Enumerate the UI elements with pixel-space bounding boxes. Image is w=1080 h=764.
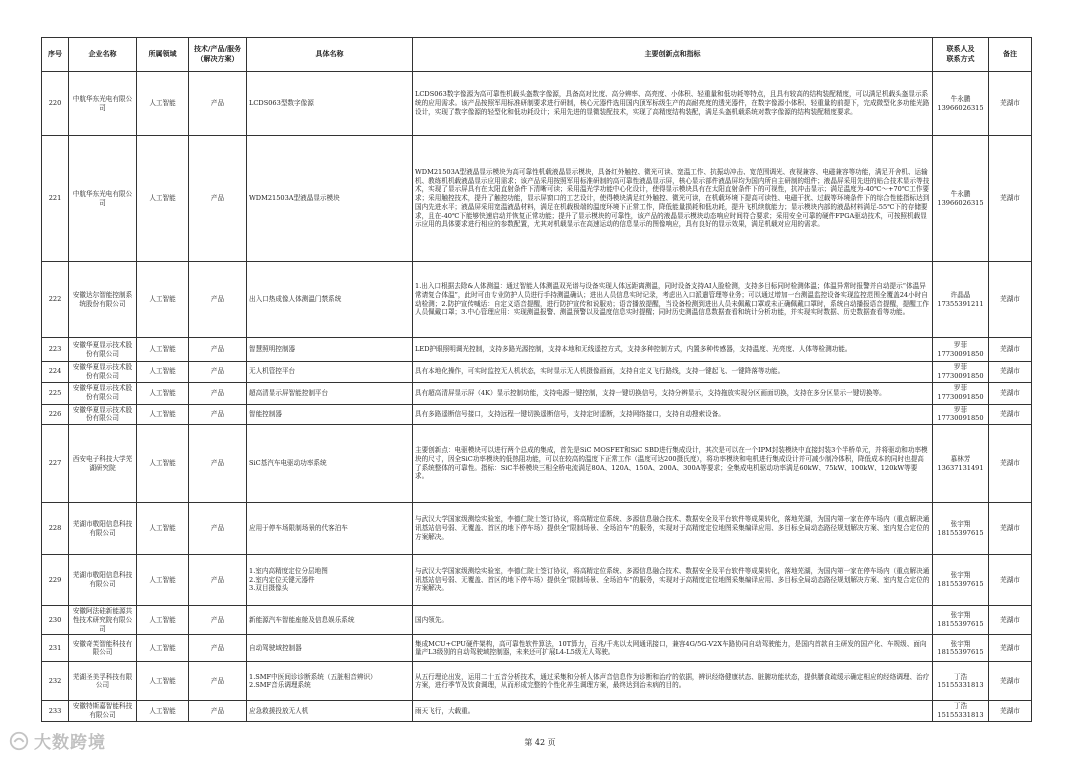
innovation-detail: 集成MCU+CPU硬件架构，高可靠性软件算法，10T算力，百兆/千兆以太网通讯接口，兼容4G/5G-V2X车路协同自动驾驶能力，是国内首款自主研发的国产化、车规级、面向量产L3级别的自动驾驶域控制器，未来还可扩展L4-L5级无人驾驶。 bbox=[413, 635, 933, 662]
note: 芜湖市 bbox=[989, 72, 1032, 136]
row-no: 227 bbox=[42, 425, 69, 503]
note: 芜湖市 bbox=[989, 503, 1032, 555]
company-name: 安徽华夏显示技术股份有限公司 bbox=[69, 362, 137, 383]
company-name: 安徽达尔智能控制系统股份有限公司 bbox=[69, 262, 137, 338]
innovation-detail: WDM21503A型液晶显示模块为高可靠性机载液晶显示模块，具备红外触控、微光可读、宽温工作、抗振动冲击、宽范围调光、夜视兼容、电磁兼容等功能，满足开舍机、运输机、教练机机载液晶显示应用需求；该产品采用按照军用标准研制的高可靠性液晶显示屏，核心显示部件液晶屏均为国内所自主研制的组件；液晶屏采用先进的贴合技术显示等技术，实现了显示屏具有在太阳直射条件下清晰可读；采用温光学功能中心化设计，使得显示模块具有在太阳直射条件下的可视性，抗冲击显示；满足温度为-40℃～+70℃工作要求；采用触控技术，提升了触控功能，显示屏窗口的工艺设计，使得模块满足红外触控、微光可读，在机载环境下提高可读性、电磁干扰、过载等环境条件下的综合性能指标达到国内先进水平；液晶屏采用宽温液晶材料，满足在机载极端的温度环境下正常工作，降低能量损耗和低功耗，提升飞机续航能力；显示模块内部的液晶材料满足-55℃下的存储要求，且在-40℃下能够快速启动并恢复正常功能；提升了显示模块的可靠性，该产品的液晶显示模块动态响应时间符合要求；采用安全可靠的硬件FPGA驱动技术，可按照机载显示应用的具体要求进行相应的参数配置，尤其对机载显示在高速运动的信息显示的图像响应，具有良好的显示效果，满足机载对应用的需求。 bbox=[413, 136, 933, 262]
company-name: 安徽华夏显示技术股份有限公司 bbox=[69, 382, 137, 404]
tech-type: 产品 bbox=[189, 555, 247, 606]
company-name: 安徽华夏显示技术股份有限公司 bbox=[69, 338, 137, 362]
page-number: 第 42 页 bbox=[524, 738, 556, 747]
contact: 张宇翔 18155397615 bbox=[933, 555, 989, 606]
row-no: 228 bbox=[42, 503, 69, 555]
innovation-detail: 与武汉大学国家级测绘实验室，李德仁院士签订协议，将高精定位系统、多源信息融合技术、数据安全及平台软件等成果转化，落地芜湖，为国内第一家在停车场内（重点解决通讯基站信号弱、无覆盖、首区的地下停车场）提供全“限制场景、全场泊车”的服务，实现对于高精度定位地图采集编译应用、多目标全局动态路径规划解决方案、室内复合定位的方案解决。 bbox=[413, 555, 933, 606]
product-name: 智能控制器 bbox=[247, 404, 413, 425]
note: 芜湖市 bbox=[989, 606, 1032, 635]
tech-type: 产品 bbox=[189, 635, 247, 662]
innovation-detail: 从五行理论出发，运用二十五音分析技术，通过采集和分析人体声音信息作为诊断和治疗的依据，辨识经络健康状态、脏腑功能状态，提供膳食疏缓示确定相应的经络调理、治疗方案，进行季节及饮食调理，从而形成完整的个性化养生调理方案，最终达到治未病的目的。 bbox=[413, 662, 933, 701]
row-no: 220 bbox=[42, 72, 69, 136]
table-body bbox=[42, 72, 1032, 722]
contact: 罗菲 17730091850 bbox=[933, 338, 989, 362]
product-name: 出入口热成像人体测温门禁系统 bbox=[247, 262, 413, 338]
company-name: 安徽奇芙智能科技有限公司 bbox=[69, 635, 137, 662]
contact: 许晶晶 17355391211 bbox=[933, 262, 989, 338]
table-row bbox=[42, 338, 1032, 362]
contact: 丁浩 15155331813 bbox=[933, 662, 989, 701]
company-name: 中航华东光电有限公司 bbox=[69, 136, 137, 262]
product-name: 1.SMF中医间诊诊断系统（五脏相音辨识） 2.SMF音乐调理系统 bbox=[247, 662, 413, 701]
field: 人工智能 bbox=[137, 606, 189, 635]
product-name: SiC基汽车电驱动功率系统 bbox=[247, 425, 413, 503]
row-no: 222 bbox=[42, 262, 69, 338]
product-name: 应用于停车场限制场景的代客泊车 bbox=[247, 503, 413, 555]
field: 人工智能 bbox=[137, 404, 189, 425]
tech-type: 产品 bbox=[189, 136, 247, 262]
field: 人工智能 bbox=[137, 362, 189, 383]
note: 芜湖市 bbox=[989, 382, 1032, 404]
col-header-name: 具体名称 bbox=[247, 38, 413, 72]
contact: 牛永鹏 13966026315 bbox=[933, 136, 989, 262]
note: 芜湖市 bbox=[989, 555, 1032, 606]
note: 芜湖市 bbox=[989, 262, 1032, 338]
table-row bbox=[42, 555, 1032, 606]
company-name: 芜湖圣美孚科技有限公司 bbox=[69, 662, 137, 701]
row-no: 231 bbox=[42, 635, 69, 662]
innovation-detail: 具有多路遥断信号接口，支持远程一键切换遥断信号，支持定时遥断，支持网络接口，支持自动搜索设备。 bbox=[413, 404, 933, 425]
contact: 罗菲 17730091850 bbox=[933, 382, 989, 404]
note: 芜湖市 bbox=[989, 701, 1032, 722]
product-name: 超高清显示屏智能控制平台 bbox=[247, 382, 413, 404]
field: 人工智能 bbox=[137, 503, 189, 555]
innovation-detail: 国内领先。 bbox=[413, 606, 933, 635]
table-row bbox=[42, 362, 1032, 383]
company-name: 中航华东光电有限公司 bbox=[69, 72, 137, 136]
contact: 张宇翔 18155397615 bbox=[933, 606, 989, 635]
tech-type: 产品 bbox=[189, 606, 247, 635]
field: 人工智能 bbox=[137, 635, 189, 662]
innovation-detail: 具有超高清屏显示屏（4K）显示控制功能，支持电源一键控制，支持一键切换信号，支持分辨显示，支持拖放实现分区画面切换，支持在多分区显示一键切换等。 bbox=[413, 382, 933, 404]
tech-type: 产品 bbox=[189, 262, 247, 338]
innovation-detail: 与武汉大学国家级测绘实验室，李德仁院士签订协议，将高精定位系统、多源信息融合技术、数据安全及平台软件等成果转化，落地芜湖，为国内第一家在停车场内（重点解决通讯基站信号弱、无覆盖、首区的地下停车场）提供全“限制场景、全场泊车”的服务，实现对于高精度定位地图采集编译应用、多目标全局动态路径规划解决方案、室内复合定位的方案解决。 bbox=[413, 503, 933, 555]
watermark bbox=[8, 728, 106, 753]
field: 人工智能 bbox=[137, 701, 189, 722]
note: 芜湖市 bbox=[989, 425, 1032, 503]
field: 人工智能 bbox=[137, 662, 189, 701]
tech-type: 产品 bbox=[189, 662, 247, 701]
note: 芜湖市 bbox=[989, 338, 1032, 362]
col-header-note: 备注 bbox=[989, 38, 1032, 72]
col-header-no: 序号 bbox=[42, 38, 69, 72]
watermark-logo-icon bbox=[8, 730, 30, 752]
col-header-contact: 联系人及 联系方式 bbox=[933, 38, 989, 72]
header-row bbox=[42, 38, 1032, 72]
tech-type: 产品 bbox=[189, 382, 247, 404]
contact: 张宇翔 18155397615 bbox=[933, 635, 989, 662]
col-header-company: 企业名称 bbox=[69, 38, 137, 72]
product-name: 自动驾驶域控制器 bbox=[247, 635, 413, 662]
table-row bbox=[42, 606, 1032, 635]
innovation-detail: 主要创新点：电驱模块可以进行两个总成的集成，首先是SiC MOSFET和SiC SBD进行集成设计，其次是可以在一个IPM封装模块中直接封装3个半桥单元，并将驱动和功率模块的尺寸，因全SiC功率模块的低热阻功能，可以在较高的温度下正常工作（温度可达200摄氏度），将功率模块和电机进行集成设计并可减少制冷体积，降低成本的同时也提高了系统整体的可靠性。指标：SiC半桥模块三相全桥电流满足80A、120A、150A、200A、300A等要求；全集成电机驱动功率满足60kW、75kW、100kW、120kW等要求。 bbox=[413, 425, 933, 503]
note: 芜湖市 bbox=[989, 662, 1032, 701]
tech-type: 产品 bbox=[189, 72, 247, 136]
col-header-detail: 主要创新点和指标 bbox=[413, 38, 933, 72]
field: 人工智能 bbox=[137, 555, 189, 606]
table-row bbox=[42, 262, 1032, 338]
product-name: WDM21503A型液晶显示模块 bbox=[247, 136, 413, 262]
tech-type: 产品 bbox=[189, 404, 247, 425]
table-row bbox=[42, 701, 1032, 722]
innovation-detail: LCDS063数字像源为高可靠性机载头盔数字像源，具备高对比度、高分辨率、高亮度、小体积、轻重量和低功耗等特点，且具有较高的结构装配精度，可以满足机载头盔显示系统的应用需求。该产品按照军用标准研制要求进行研制，核心元器件选用国内顶军标级生产的高耐亮度的透光器件，在数字像源小体积、轻重量的前提下，完成微型化多功能光路设计，实现了数字像源的轻型化和低功耗设计；采用先进的显微装配技术，实现了高精度结构装配，满足头盔机载系统对数字像源的结构装配精度要求。 bbox=[413, 72, 933, 136]
note: 芜湖市 bbox=[989, 635, 1032, 662]
company-name: 芜湖市敬阳信息科技有限公司 bbox=[69, 555, 137, 606]
field: 人工智能 bbox=[137, 136, 189, 262]
watermark-text: 大数跨境 bbox=[34, 733, 106, 753]
tech-type: 产品 bbox=[189, 503, 247, 555]
company-name: 安徽华夏显示技术股份有限公司 bbox=[69, 404, 137, 425]
product-name: 1.室内高精度定位分层地图 2.室内定位关键元器件 3.双目摄像头 bbox=[247, 555, 413, 606]
innovation-detail: 具有本地化操作，可实时监控无人机状态，实时显示无人机摄像画面，支持自定义飞行路线，支持一键起飞、一键降落等功能。 bbox=[413, 362, 933, 383]
innovation-detail: 雨天飞行，大载重。 bbox=[413, 701, 933, 722]
row-no: 230 bbox=[42, 606, 69, 635]
tech-type: 产品 bbox=[189, 701, 247, 722]
tech-type: 产品 bbox=[189, 338, 247, 362]
row-no: 221 bbox=[42, 136, 69, 262]
innovation-detail: 1.出入口根据去除&人体测温：通过智能人体测温双光谱与设备实现人体远距离测温，同时设备支持AI人脸检测，支持多目标同时检测体温；体温异常时报警并自动提示“体温异常请复合体温”，此时可由专业防护人员进行手持测温确认；进出人员信息实时记录，考虑出入口派遣管理等业务；可以通过增加一台测温监控设备实现监控范围全覆盖24小时自动检测；2.防护宣传喊话：自定义语音提醒，进行防护宣传和说服劝；语音播放提醒，当设备检测到进出人员未佩戴口罩或未正确佩戴口罩时，系统自动播报语音提醒，提醒工作人员佩戴口罩；3.中心管理应用：实现测温报警、测温预警以及温度信息实时提醒；同时历史测温信息数据查看和统计分析功能，并实现实时数据、历史数据查看等功能。 bbox=[413, 262, 933, 338]
table-row bbox=[42, 425, 1032, 503]
row-no: 225 bbox=[42, 382, 69, 404]
table-row bbox=[42, 136, 1032, 262]
company-name: 安徽特斯嘉智能科技有限公司 bbox=[69, 701, 137, 722]
table-row bbox=[42, 503, 1032, 555]
contact: 慕林芳 13637131491 bbox=[933, 425, 989, 503]
table-row bbox=[42, 635, 1032, 662]
row-no: 233 bbox=[42, 701, 69, 722]
enterprise-table bbox=[41, 37, 1032, 722]
tech-type: 产品 bbox=[189, 362, 247, 383]
row-no: 223 bbox=[42, 338, 69, 362]
product-name: 应急救援投放无人机 bbox=[247, 701, 413, 722]
tech-type: 产品 bbox=[189, 425, 247, 503]
field: 人工智能 bbox=[137, 425, 189, 503]
row-no: 226 bbox=[42, 404, 69, 425]
company-name: 西安电子科技大学芜湖研究院 bbox=[69, 425, 137, 503]
table-row bbox=[42, 72, 1032, 136]
field: 人工智能 bbox=[137, 338, 189, 362]
row-no: 229 bbox=[42, 555, 69, 606]
field: 人工智能 bbox=[137, 262, 189, 338]
note: 芜湖市 bbox=[989, 362, 1032, 383]
table-row bbox=[42, 382, 1032, 404]
contact: 牛永鹏 13966026315 bbox=[933, 72, 989, 136]
note: 芜湖市 bbox=[989, 136, 1032, 262]
col-header-type: 技术/产品/服务 （解决方案） bbox=[189, 38, 247, 72]
innovation-detail: LED护眼照明调光控制，支持多路光源控制，支持本地和无线遥控方式，支持多种控制方式，内置多种传感器，支持温度、光亮度、人体等检测功能。 bbox=[413, 338, 933, 362]
col-header-field: 所属领域 bbox=[137, 38, 189, 72]
product-name: LCDS063型数字像源 bbox=[247, 72, 413, 136]
field: 人工智能 bbox=[137, 382, 189, 404]
table-sheet bbox=[41, 37, 1031, 722]
contact: 丁浩 15155331813 bbox=[933, 701, 989, 722]
product-name: 智慧照明控制器 bbox=[247, 338, 413, 362]
table-row bbox=[42, 404, 1032, 425]
product-name: 无人机管控平台 bbox=[247, 362, 413, 383]
table-row bbox=[42, 662, 1032, 701]
note: 芜湖市 bbox=[989, 404, 1032, 425]
contact: 罗菲 17730091850 bbox=[933, 404, 989, 425]
field: 人工智能 bbox=[137, 72, 189, 136]
contact: 张宇翔 18155397615 bbox=[933, 503, 989, 555]
product-name: 新能源汽车智能座舱及信息娱乐系统 bbox=[247, 606, 413, 635]
row-no: 232 bbox=[42, 662, 69, 701]
company-name: 芜湖市敬阳信息科技有限公司 bbox=[69, 503, 137, 555]
contact: 罗菲 17730091850 bbox=[933, 362, 989, 383]
company-name: 安徽阿法硅新能源共性技术研究院有限公司 bbox=[69, 606, 137, 635]
row-no: 224 bbox=[42, 362, 69, 383]
